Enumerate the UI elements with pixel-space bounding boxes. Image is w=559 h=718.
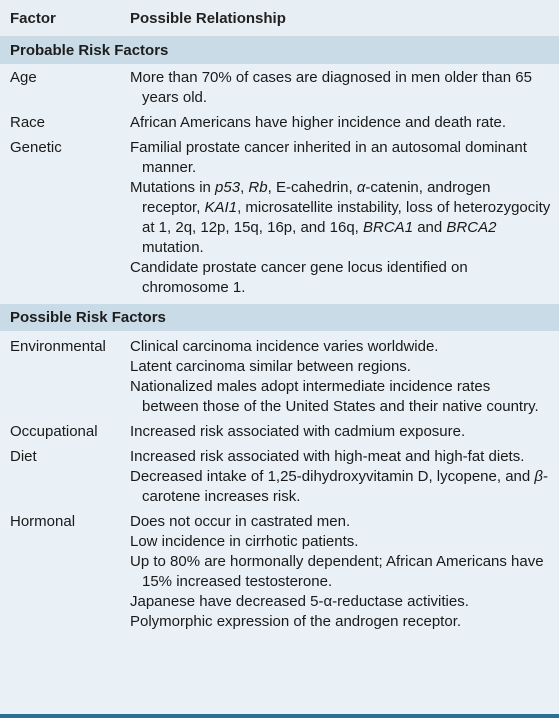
probable-rows [0, 64, 559, 304]
relationship-entry: Increased risk associated with high-meat and high-fat diets. [130, 448, 525, 465]
header-relationship: Possible Relationship [130, 9, 286, 27]
relationship-cell [130, 68, 559, 108]
relationship-cell [130, 113, 559, 133]
table-row [0, 447, 559, 507]
relationship-entry: More than 70% of cases are diagnosed in men older than 65 years old. [130, 69, 532, 106]
table-bottom-rule [0, 714, 559, 718]
relationship-cell [130, 337, 559, 417]
section-probable-risk-factors: Probable Risk Factors [0, 37, 559, 64]
relationship-entry: Low incidence in cirrhotic patients. [130, 533, 359, 550]
relationship-entry: Familial prostate cancer inherited in an autosomal dominant manner. [130, 139, 527, 176]
relationship-cell [130, 422, 559, 442]
relationship-entry: Does not occur in castrated men. [130, 513, 351, 530]
factor-genetic: Genetic [10, 139, 62, 156]
section-possible-risk-factors: Possible Risk Factors [0, 304, 559, 331]
relationship-entry: African Americans have higher incidence and death rate. [130, 114, 507, 131]
possible-rows [0, 331, 559, 632]
relationship-entry: Japanese have decreased 5-α-reductase activities. [130, 593, 469, 610]
table-header [0, 0, 559, 37]
factor-occupational: Occupational [10, 423, 98, 440]
relationship-entry: Increased risk associated with cadmium exposure. [130, 423, 466, 440]
factor-race: Race [10, 114, 46, 131]
relationship-entry: Clinical carcinoma incidence varies worldwide. [130, 338, 439, 355]
table-row [0, 138, 559, 298]
factor-environmental: Environmental [10, 338, 106, 355]
table-row [0, 68, 559, 108]
table-row [0, 422, 559, 442]
factor-age: Age [10, 69, 37, 86]
relationship-entry: Up to 80% are hormonally dependent; African Americans have 15% increased testosterone. [130, 553, 544, 590]
relationship-entry: Candidate prostate cancer gene locus identified on chromosome 1. [130, 259, 468, 296]
relationship-entry: Decreased intake of 1,25-dihydroxyvitamin D, lycopene, and β-carotene increases risk. [130, 468, 548, 505]
factor-diet: Diet [10, 448, 37, 465]
factor-hormonal: Hormonal [10, 513, 76, 530]
relationship-entry: Mutations in p53, Rb, E-cahedrin, α-catenin, androgen receptor, KAI1, microsatellite instability, loss of heterozygocity at 1, 2q, 12p, 15q, 16p, and 16q, BRCA1 and BRCA2 mutation. [130, 179, 551, 256]
header-factor: Factor [10, 9, 56, 27]
table-row [0, 512, 559, 632]
relationship-cell [130, 138, 559, 298]
relationship-cell [130, 512, 559, 632]
relationship-entry: Nationalized males adopt intermediate incidence rates between those of the United States and their native country. [130, 378, 539, 415]
table-row [0, 113, 559, 133]
table-row [0, 337, 559, 417]
relationship-entry: Latent carcinoma similar between regions. [130, 358, 411, 375]
relationship-entry: Polymorphic expression of the androgen receptor. [130, 613, 462, 630]
relationship-cell [130, 447, 559, 507]
